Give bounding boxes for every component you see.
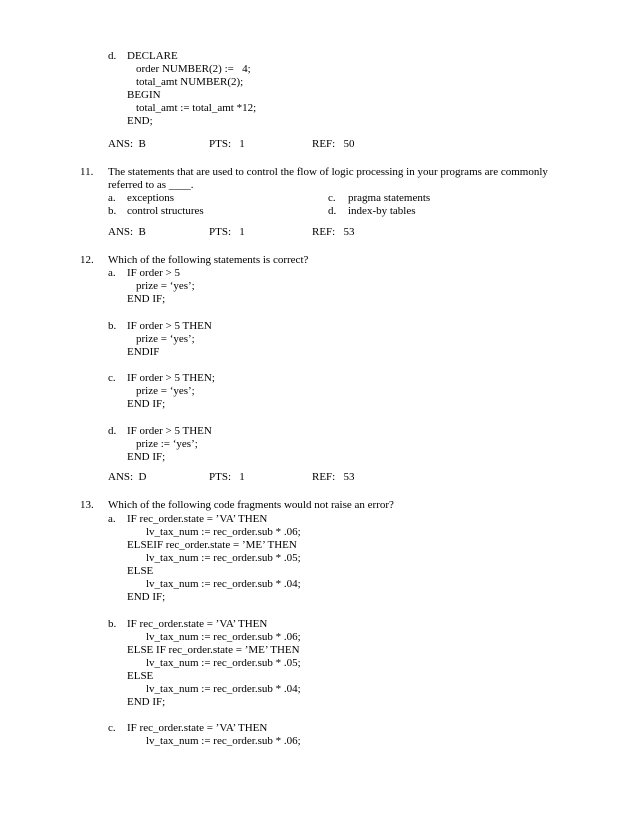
option-letter: d. <box>108 425 117 437</box>
question-text: Which of the following code fragments would not raise an error? <box>108 499 394 511</box>
code-line: prize := ‘yes’; <box>136 438 198 450</box>
code-line: IF rec_order.state = ’VA’ THEN <box>127 513 268 525</box>
code-line: lv_tax_num := rec_order.sub * .05; <box>146 552 301 564</box>
question-text: The statements that are used to control the flow of logic processing in your programs are commonly <box>108 166 548 178</box>
option-letter: a. <box>108 513 116 525</box>
answer-label: ANS: D <box>108 471 147 483</box>
code-line: prize = ‘yes’; <box>136 333 195 345</box>
code-line: END IF; <box>127 696 166 708</box>
answer-label: ANS: B <box>108 138 146 150</box>
question-text: referred to as ____. <box>108 179 194 191</box>
reference-label: REF: 53 <box>312 226 355 238</box>
code-line: ELSEIF rec_order.state = ’ME’ THEN <box>127 539 297 551</box>
code-line: IF order > 5 THEN <box>127 425 212 437</box>
code-line: END IF; <box>127 398 166 410</box>
option-letter: a. <box>108 192 116 204</box>
code-line: IF order > 5 <box>127 267 180 279</box>
code-line: END IF; <box>127 451 166 463</box>
code-line: total_amt := total_amt *12; <box>136 102 257 114</box>
code-line: total_amt NUMBER(2); <box>136 76 244 88</box>
code-line: DECLARE <box>127 50 178 62</box>
question-number: 13. <box>80 499 94 511</box>
question-text: Which of the following statements is correct? <box>108 254 309 266</box>
code-line: ELSE IF rec_order.state = ’ME’ THEN <box>127 644 300 656</box>
code-line: prize = ‘yes’; <box>136 385 195 397</box>
question-number: 12. <box>80 254 94 266</box>
code-line: END; <box>127 115 153 127</box>
code-line: lv_tax_num := rec_order.sub * .05; <box>146 657 301 669</box>
option-letter: d. <box>108 50 117 62</box>
code-line: ENDIF <box>127 346 160 358</box>
code-line: IF order > 5 THEN; <box>127 372 215 384</box>
option-letter: c. <box>108 372 116 384</box>
reference-label: REF: 53 <box>312 471 355 483</box>
code-line: lv_tax_num := rec_order.sub * .04; <box>146 578 301 590</box>
code-line: lv_tax_num := rec_order.sub * .06; <box>146 631 301 643</box>
answer-row <box>108 471 568 484</box>
option-letter: c. <box>108 722 116 734</box>
code-line: prize = ‘yes’; <box>136 280 195 292</box>
points-label: PTS: 1 <box>209 471 245 483</box>
options-row <box>108 192 528 205</box>
answer-row <box>108 138 568 151</box>
option-text: index-by tables <box>348 205 416 217</box>
code-line: lv_tax_num := rec_order.sub * .04; <box>146 683 301 695</box>
option-letter: a. <box>108 267 116 279</box>
code-line: lv_tax_num := rec_order.sub * .06; <box>146 735 301 747</box>
option-text: pragma statements <box>348 192 431 204</box>
code-line: ELSE <box>127 565 154 577</box>
code-line: lv_tax_num := rec_order.sub * .06; <box>146 526 301 538</box>
code-line: BEGIN <box>127 89 161 101</box>
points-label: PTS: 1 <box>209 226 245 238</box>
option-letter: b. <box>108 205 117 217</box>
option-letter: b. <box>108 618 117 630</box>
code-line: order NUMBER(2) := 4; <box>136 63 251 75</box>
points-label: PTS: 1 <box>209 138 245 150</box>
code-line: IF rec_order.state = ’VA’ THEN <box>127 722 268 734</box>
code-line: END IF; <box>127 591 166 603</box>
code-line: END IF; <box>127 293 166 305</box>
code-line: IF order > 5 THEN <box>127 320 212 332</box>
answer-row <box>108 226 568 239</box>
option-letter: b. <box>108 320 117 332</box>
answer-label: ANS: B <box>108 226 146 238</box>
reference-label: REF: 50 <box>312 138 355 150</box>
option-letter: d. <box>328 205 337 217</box>
option-letter: c. <box>328 192 336 204</box>
option-text: exceptions <box>127 192 175 204</box>
code-line: ELSE <box>127 670 154 682</box>
code-line: IF rec_order.state = ’VA’ THEN <box>127 618 268 630</box>
question-number: 11. <box>80 166 94 178</box>
options-row <box>108 205 528 218</box>
option-text: control structures <box>127 205 204 217</box>
